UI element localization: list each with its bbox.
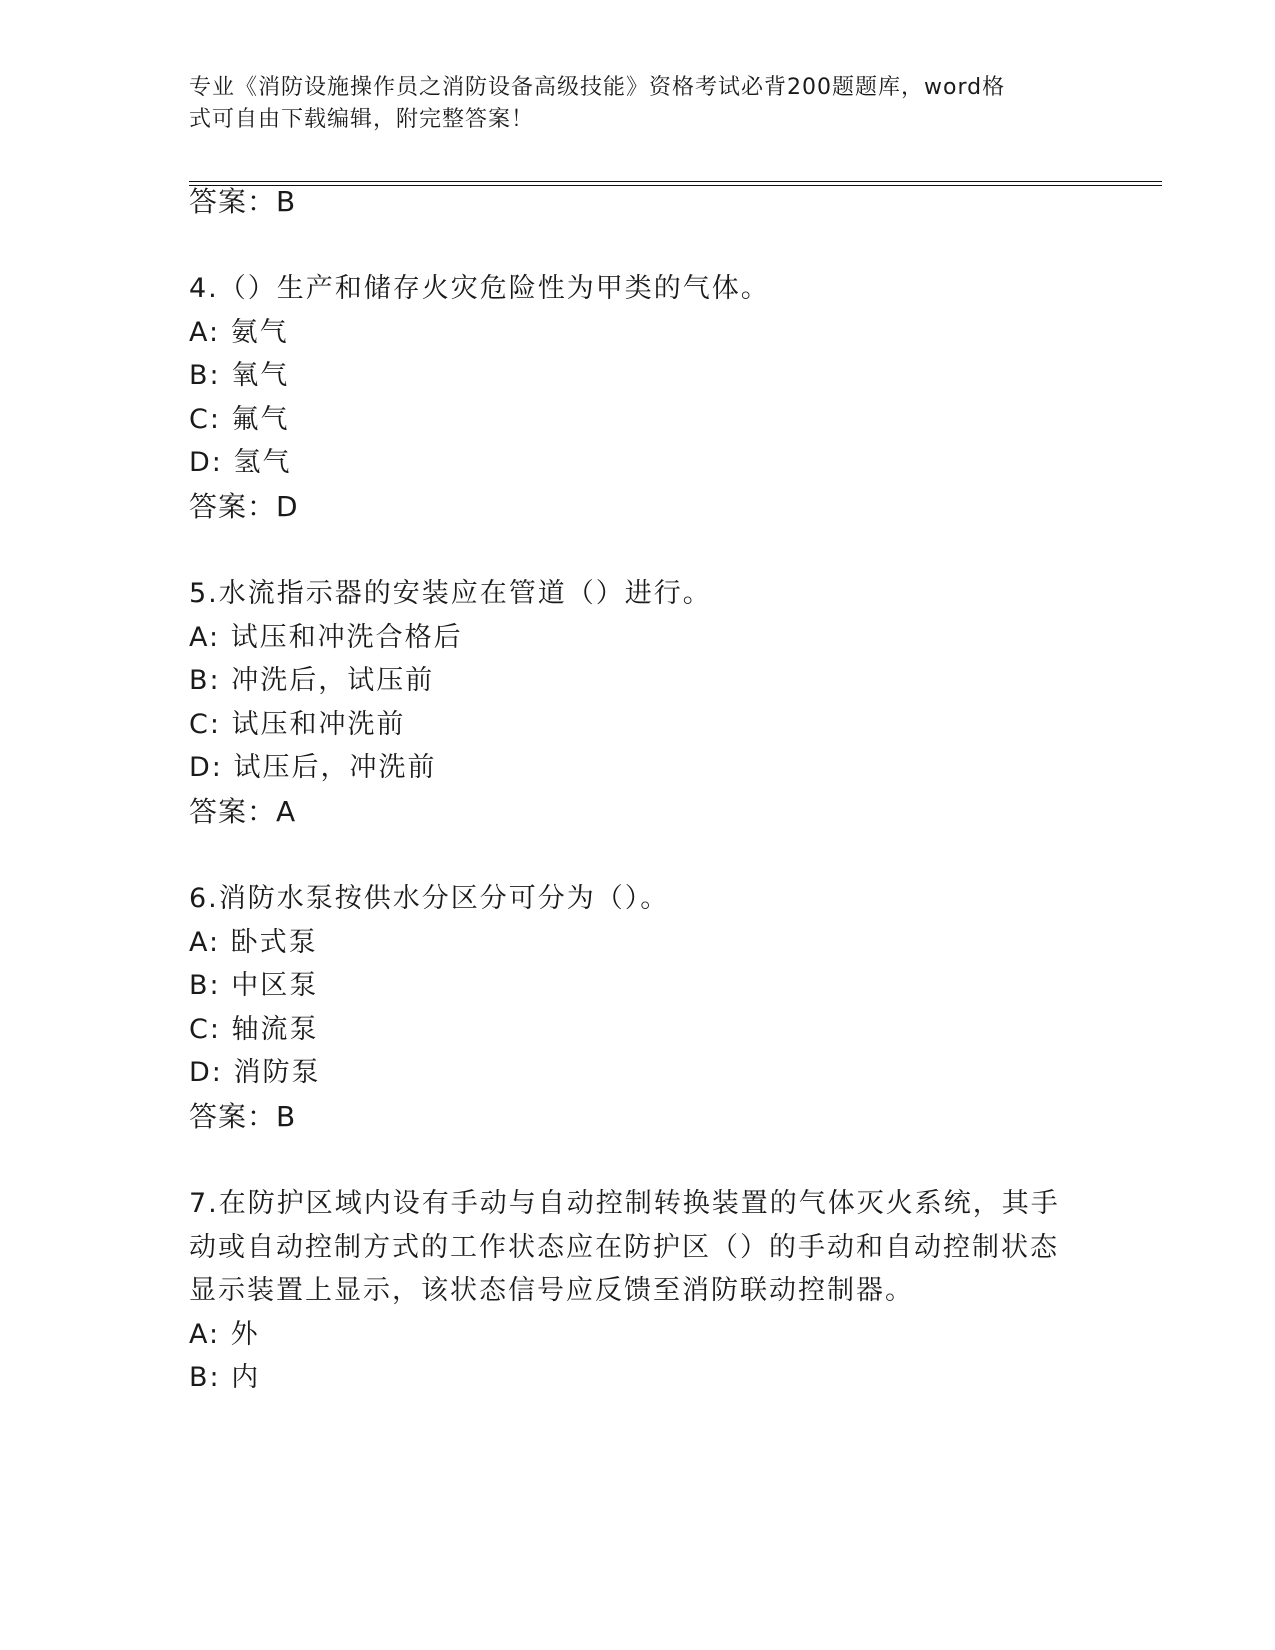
question-7-text-line-2: 动或自动控制方式的工作状态应在防护区（）的手动和自动控制状态 [189, 1232, 1059, 1263]
question-7-option-b: B: 内 [189, 1362, 261, 1393]
question-7-text-line-3: 显示装置上显示，该状态信号应反馈至消防联动控制器。 [189, 1275, 914, 1306]
question-5-option-b: B: 冲洗后，试压前 [189, 665, 435, 696]
question-4-option-c: C: 氟气 [189, 404, 290, 435]
question-7-option-a: A: 外 [189, 1319, 260, 1350]
header-divider-bottom [189, 185, 1162, 186]
question-5-option-a: A: 试压和冲洗合格后 [189, 622, 463, 653]
question-6-text: 6.消防水泵按供水分区分可分为（）。 [189, 883, 670, 914]
question-6-option-a: A: 卧式泵 [189, 927, 318, 958]
question-6-option-c: C: 轴流泵 [189, 1014, 319, 1045]
header-divider-top [189, 181, 1162, 182]
question-5-option-d: D: 试压后，冲洗前 [189, 752, 437, 783]
question-4-option-a: A: 氨气 [189, 317, 289, 348]
question-6-answer: 答案：B [189, 1100, 297, 1133]
previous-answer: 答案：B [189, 185, 297, 218]
question-4-option-b: B: 氧气 [189, 360, 290, 391]
question-5-text: 5.水流指示器的安装应在管道（）进行。 [189, 578, 712, 609]
question-4-text: 4.（）生产和储存火灾危险性为甲类的气体。 [189, 273, 770, 304]
header-line-1: 专业《消防设施操作员之消防设备高级技能》资格考试必背200题题库，word格 [189, 75, 1006, 100]
document-header [189, 72, 1069, 136]
question-4-answer: 答案：D [189, 490, 299, 523]
question-7-text-line-1: 7.在防护区域内设有手动与自动控制转换装置的气体灭火系统，其手 [189, 1188, 1060, 1219]
question-6-option-b: B: 中区泵 [189, 970, 319, 1001]
question-5-answer: 答案：A [189, 795, 297, 828]
question-4-option-d: D: 氢气 [189, 447, 292, 478]
header-line-2: 式可自由下载编辑，附完整答案！ [189, 107, 535, 132]
question-5-option-c: C: 试压和冲洗前 [189, 709, 406, 740]
question-6-option-d: D: 消防泵 [189, 1057, 321, 1088]
